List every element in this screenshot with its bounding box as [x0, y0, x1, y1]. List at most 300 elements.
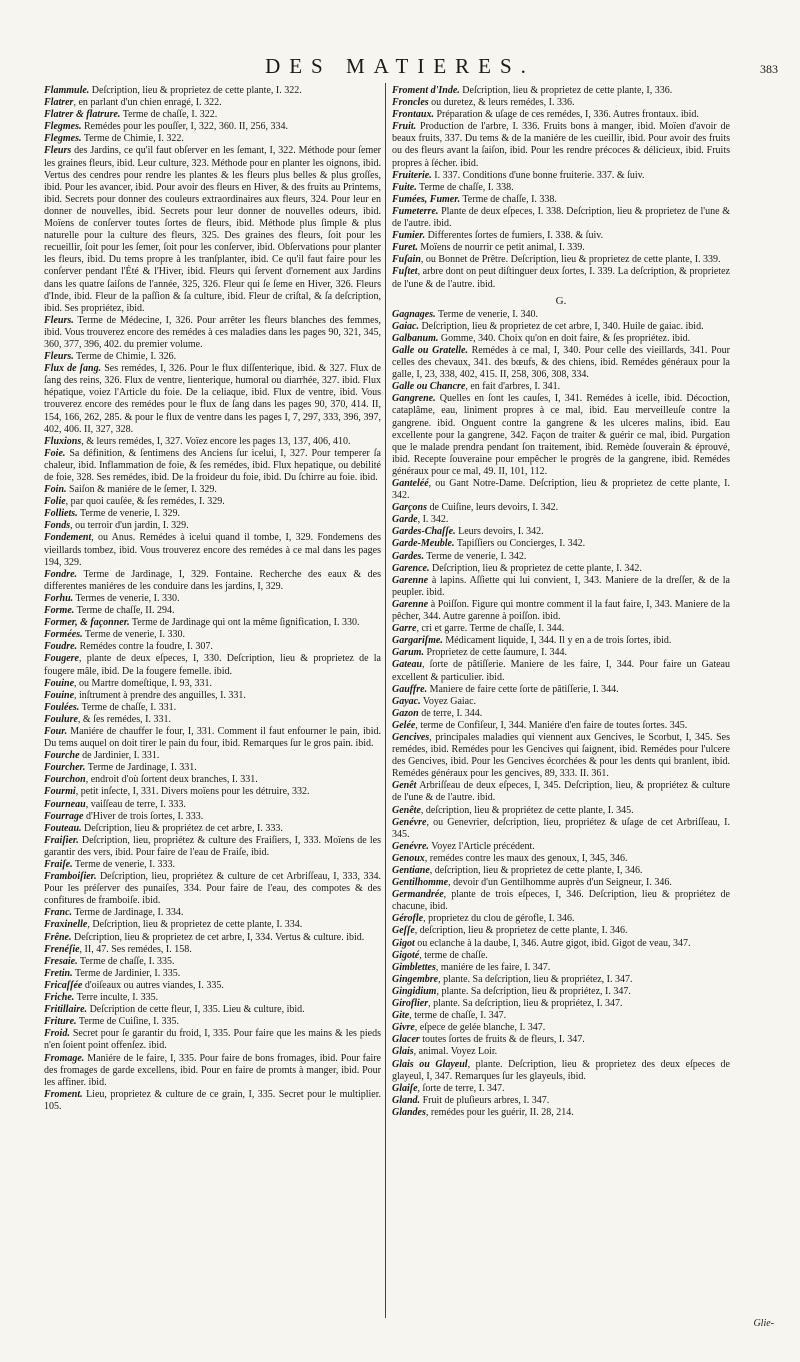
entry-headword: Garence.: [392, 562, 430, 574]
index-entry: [392, 913, 730, 925]
entry-text: , en parlant d'un chien enragé, I. 322.: [73, 97, 222, 109]
entry-text: Secret pour ſe garantir du froid, I, 335. Pour faire que les mains & les pieds n'en ſoient point offenſez. ibid.: [44, 1028, 381, 1052]
index-entry: [44, 97, 381, 109]
entry-text: Gomme, 340. Choix qu'on en doit faire, & ſes propriétez. ibid.: [438, 332, 691, 344]
entry-headword: Froncles: [392, 97, 429, 109]
index-entry: [44, 774, 381, 786]
entry-headword: Franc.: [44, 907, 73, 919]
entry-text: Terme de chaſſe, I. 331.: [79, 701, 177, 713]
entry-headword: Forhu.: [44, 592, 74, 604]
index-entry: [44, 641, 381, 653]
entry-headword: Fricaſſée: [44, 979, 83, 991]
index-entry: [44, 799, 381, 811]
index-entry: [44, 702, 381, 714]
entry-headword: Genévre.: [392, 840, 429, 852]
entry-headword: Garde: [392, 514, 418, 526]
index-entry: [392, 393, 730, 478]
entry-headword: Friche.: [44, 992, 75, 1004]
entry-text: Deſcription de cette fleur, I, 335. Lieu & culture, ibid.: [87, 1004, 305, 1016]
index-entry: [44, 726, 381, 750]
entry-headword: Glacer: [392, 1034, 420, 1046]
entry-headword: Fourche: [44, 750, 80, 762]
index-entry: [392, 780, 730, 804]
index-entry: [44, 859, 381, 871]
index-entry: [392, 841, 730, 853]
entry-text: de Cuiſine, leurs devoirs, I. 342.: [427, 502, 559, 514]
index-entry: [392, 97, 730, 109]
index-entry: [44, 1053, 381, 1089]
entry-headword: Gencives: [392, 731, 430, 743]
entry-text: Maniere de faire cette ſorte de pâtiſſerie, I. 344.: [427, 683, 619, 695]
entry-text: d'Hiver de trois ſortes, I. 333.: [83, 810, 204, 822]
entry-text: Terme de venerie, I. 333.: [72, 859, 176, 870]
entry-text: Voyez l'Article précédent.: [428, 840, 535, 852]
index-entry: [392, 309, 730, 321]
entry-headword: Fraxinelle: [44, 919, 88, 931]
index-entry: [44, 786, 381, 798]
entry-headword: Former, & façonner.: [44, 617, 130, 629]
entry-text: Fruit de pluſieurs arbres, I. 347.: [420, 1094, 550, 1106]
entry-text: , maniére de les faire, I. 347.: [435, 961, 551, 973]
entry-headword: Fouine: [44, 689, 75, 701]
entry-text: , remédes contre les maux des genoux, I, 345, 346.: [424, 852, 628, 864]
entry-text: Lieu, proprietez & culture de ce grain, I, 335. Secret pour le multiplier. 105.: [44, 1088, 381, 1112]
index-entry: [44, 968, 381, 980]
entry-headword: Galle ou Gratelle.: [392, 344, 468, 356]
index-entry: [392, 266, 730, 290]
entry-headword: Gingembre: [392, 973, 439, 985]
index-entry: [44, 85, 381, 97]
entry-text: , plante. Deſcription, lieu & proprietez des deux eſpeces de glayeul, I, 347. Remarques ſur les glayeuls, ibid.: [392, 1058, 730, 1082]
index-entry: [392, 1059, 730, 1083]
index-entry: [392, 732, 730, 780]
entry-headword: Fumées, Fumer.: [392, 193, 461, 205]
entry-text: Termes de venerie, I. 330.: [73, 592, 180, 604]
entry-text: Terme de Chimie, I. 322.: [81, 133, 184, 145]
entry-text: , inſtrument à prendre des anguilles, I. 331.: [74, 689, 246, 701]
entry-headword: Flegmes.: [44, 121, 82, 133]
index-entry: [44, 1016, 381, 1028]
entry-text: , arbre dont on peut diſtinguer deux ſortes, I. 339. La deſcription, & proprietez de l'une & de l'autre. ibid.: [392, 266, 730, 290]
entry-headword: Garre: [392, 623, 417, 635]
entry-headword: Fourrage: [44, 810, 84, 822]
index-entry: [392, 998, 730, 1010]
entry-headword: Flegmes.: [44, 133, 82, 145]
index-entry: [44, 363, 381, 436]
entry-headword: Folie: [44, 496, 66, 508]
entry-text: , ou Anus. Remédes à icelui quand il tombe, I, 329. Fondemens des vieillards tombez, ibid. Vous trouverez encore des remédes à ce mal dans les pages 194, 329.: [44, 532, 381, 568]
entry-headword: Geſſe: [392, 925, 415, 937]
index-entry: [44, 678, 381, 690]
entry-headword: Genêt: [392, 780, 417, 792]
entry-headword: Framboiſier.: [44, 871, 97, 883]
entry-text: , terme de Confiſeur, I, 344. Maniére d'en faire de toutes ſortes. 345.: [415, 719, 688, 731]
entry-headword: Frontaux.: [392, 109, 434, 121]
entry-headword: Gangrene.: [392, 393, 436, 405]
entry-text: , proprietez du clou de gérofle, I. 346.: [423, 913, 575, 925]
entry-text: ou duretez, & leurs remédes, I. 336.: [428, 97, 575, 109]
entry-text: Remédes à ce mal, I, 340. Pour celle des vieillards, 341. Pour celles des chevaux, 341. des bœufs, & des chiens, ibid. Remédes généraux pour la galle, I, 23, 338, 402, 415. II, 258, 306, 308, 334.: [392, 344, 730, 381]
entry-headword: Froment d'Inde.: [392, 85, 460, 96]
entry-headword: Glaiſe: [392, 1082, 418, 1094]
index-entry: [392, 1083, 730, 1095]
entry-headword: Gayac.: [392, 695, 421, 707]
entry-headword: Germandrée: [392, 889, 444, 901]
entry-text: , & ſes remédes, I. 331.: [77, 713, 171, 725]
entry-text: , plante de deux eſpeces, I, 330. Deſcription, lieu & proprietez de la fougere mâle, ibid. De la fougere femelle. ibid.: [44, 653, 381, 677]
entry-text: Moïens de nourrir ce petit animal, I. 339.: [417, 242, 585, 254]
index-entry: [44, 750, 381, 762]
entry-text: , plante. Sa deſcription, lieu & propriétez, I. 347.: [436, 985, 631, 997]
index-column-left: [44, 85, 381, 1113]
entry-headword: Garçons: [392, 502, 428, 514]
index-entry: [392, 1022, 730, 1034]
entry-headword: Flatrer & flatrure.: [44, 109, 121, 121]
index-entry: [392, 647, 730, 659]
index-entry: [44, 811, 381, 823]
index-column-right: [392, 85, 730, 1119]
index-entry: [392, 938, 730, 950]
entry-text: , plante. Sa deſcription, lieu & propriétez, I. 347.: [428, 998, 623, 1010]
entry-text: , Deſcription, lieu & proprietez de cette plante, I. 334.: [87, 919, 303, 931]
index-entry: [392, 551, 730, 563]
entry-headword: Galbanum.: [392, 332, 439, 344]
entry-text: Tapiſſiers ou Concierges, I. 342.: [454, 538, 586, 550]
entry-text: Terme de Jardinage, I. 334.: [72, 907, 184, 919]
index-entry: [392, 170, 730, 182]
index-entry: [44, 823, 381, 835]
index-entry: [392, 538, 730, 550]
index-entry: [44, 484, 381, 496]
index-entry: [392, 805, 730, 817]
entry-headword: Fumier.: [392, 230, 426, 242]
index-entry: [44, 593, 381, 605]
index-entry: [44, 1089, 381, 1113]
entry-text: Plante de deux eſpeces, I. 338. Deſcription, lieu & proprietez de l'une & de l'autre. ibid.: [392, 205, 730, 230]
entry-text: Arbriſſeau de deux eſpeces, I, 345. Deſcription, lieu, & propriétez & culture de l'une & de l'autre. ibid.: [392, 780, 730, 804]
entry-headword: Giroflier: [392, 998, 429, 1010]
entry-headword: Fresaie.: [44, 955, 78, 967]
entry-headword: Fouteau.: [44, 822, 82, 834]
entry-text: , eſpece de gelée blanche, I. 347.: [414, 1022, 546, 1034]
index-entry: [392, 1107, 730, 1119]
entry-headword: Gardes-Chaſſe.: [392, 526, 456, 538]
entry-text: , ou Genevrier, deſcription, lieu, propriétez & uſage de cet Arbriſſeau, I. 345.: [392, 816, 730, 840]
entry-text: Remédes pour les pouſſer, I, 322, 360. II, 256, 334.: [81, 121, 289, 133]
entry-headword: Forme.: [44, 605, 75, 617]
entry-text: Terme de Jardinage qui ont la même ſignification, I. 330.: [129, 617, 360, 629]
index-entry: [44, 871, 381, 907]
index-entry: [392, 950, 730, 962]
index-entry: [392, 659, 730, 683]
page-header: [0, 54, 800, 84]
entry-headword: Fourneau: [44, 798, 86, 810]
index-entry: [392, 696, 730, 708]
entry-text: Terme de Jardinier, I. 335.: [72, 967, 181, 979]
index-entry: [392, 563, 730, 575]
entry-text: , terme de chaſſe.: [419, 949, 488, 961]
entry-text: , devoir d'un Gentilhomme auprès d'un Seigneur, I. 346.: [448, 877, 672, 889]
index-entry: [392, 502, 730, 514]
entry-headword: Fouine: [44, 677, 75, 689]
entry-headword: Gland.: [392, 1094, 421, 1106]
entry-headword: Froment.: [44, 1088, 83, 1100]
entry-headword: Foudre.: [44, 641, 78, 653]
entry-text: , plante. Sa deſcription, lieu & propriétez, I. 347.: [438, 973, 633, 985]
entry-headword: Gargariſme.: [392, 635, 443, 647]
index-entry: [44, 992, 381, 1004]
index-entry: [44, 121, 381, 133]
entry-text: Deſcription, lieu, propriétez & culture de cet Arbriſſeau, I, 333, 334. Pour les préſerver des punaiſes, 334. Pour faire de l'eau, des compotes & des confitures de framboiſe. ibid.: [44, 871, 381, 907]
entry-headword: Fougere: [44, 653, 79, 665]
entry-headword: Genévre: [392, 816, 427, 828]
entry-text: à Poiſſon. Figure qui montre comment il la faut faire, I, 343. Maniere de la pêcher, 344. Autre garenne à poiſſon. ibid.: [392, 598, 730, 623]
entry-headword: Gardes.: [392, 550, 424, 562]
entry-text: Terme de venerie, I. 342.: [423, 550, 527, 562]
index-entry: [392, 575, 730, 599]
entry-text: , deſcription, lieu & proprietez de cette plante, I. 346.: [414, 925, 628, 937]
index-entry: [44, 133, 381, 145]
index-entry: [44, 145, 381, 314]
entry-text: , par quoi cauſée, & ſes remédes, I. 329.: [65, 496, 225, 508]
entry-headword: Galle ou Chancre: [392, 381, 466, 393]
index-entry: [392, 230, 730, 242]
entry-headword: Gigoté: [392, 949, 420, 961]
entry-text: toutes ſortes de fruits & de fleurs, I. 347.: [419, 1034, 585, 1046]
index-entry: [392, 254, 730, 266]
entry-headword: Fleurs.: [44, 314, 74, 326]
entry-headword: Gingidium: [392, 985, 437, 997]
entry-headword: Flux de ſang.: [44, 363, 102, 375]
entry-text: , deſcription, lieu & propriétez de cette plante, I. 345.: [420, 804, 634, 816]
entry-headword: Givre: [392, 1022, 415, 1034]
entry-text: , principales maladies qui viennent aux Gencives, le Scorbut, I, 345. Ses remédes, ibid. Remédes pour les Gencives qui ſaignent, ibid. Remédes pour l'ulcere des Gencives, ibid. Pour les Gencives écorchées & pour les dents qui branlent, ibid. Remédes généraux pour les gencives, 89, 333. II. 361.: [392, 731, 730, 780]
index-entry: [392, 1010, 730, 1022]
entry-headword: Ganteléé: [392, 478, 429, 489]
index-entry: [392, 889, 730, 913]
entry-text: , ſorte de terre, I. 347.: [417, 1082, 505, 1094]
index-entry: [392, 478, 730, 502]
entry-text: , petit inſecte, I, 331. Divers moïens pour les détruire, 332.: [75, 786, 310, 798]
index-entry: [44, 436, 381, 448]
entry-text: Préparation & uſage de ces remédes, I, 336. Autres frontaux. ibid.: [433, 109, 699, 121]
entry-headword: Garde-Meuble.: [392, 538, 455, 550]
entry-headword: Fumeterre.: [392, 205, 439, 217]
entry-headword: Gaiac.: [392, 320, 419, 332]
entry-headword: Flatrer: [44, 97, 74, 109]
entry-headword: Flammule.: [44, 85, 90, 96]
entry-headword: Four.: [44, 725, 68, 737]
index-entry: [392, 321, 730, 333]
entry-headword: Gazon: [392, 707, 419, 719]
entry-headword: Fruit.: [392, 121, 417, 133]
entry-text: Remédes contre la foudre, I. 307.: [77, 641, 213, 653]
entry-text: Deſcription, lieu & proprietez de cette plante, I. 322.: [89, 85, 302, 96]
entry-text: , ſorte de pâtiſſerie. Maniere de les faire, I, 344. Pour faire un Gateau excellent & particulier. ibid.: [392, 659, 730, 683]
entry-text: Proprietez de cette ſaumure, I. 344.: [423, 647, 567, 659]
index-entry: [44, 919, 381, 931]
index-entry: [392, 877, 730, 889]
entry-text: Differentes ſortes de fumiers, I. 338. & ſuiv.: [425, 230, 604, 242]
entry-text: Maniére de chauffer le four, I, 331. Comment il faut enfourner le pain, ibid. Du tems auquel on doit tirer le pain du four, ibid. Remarques ſur le gros pain. ibid.: [44, 725, 381, 750]
column-divider: [385, 83, 386, 1318]
index-entry: [392, 194, 730, 206]
entry-headword: Gentiane: [392, 865, 430, 876]
entry-text: Terme de venerie, I. 340.: [435, 308, 539, 320]
entry-headword: Friture.: [44, 1016, 77, 1028]
entry-headword: Genoux: [392, 852, 425, 864]
entry-headword: Fuite.: [392, 181, 417, 193]
index-entry: [44, 1004, 381, 1016]
entry-text: Terre inculte, I. 335.: [74, 992, 159, 1004]
index-entry: [44, 617, 381, 629]
page-number: 383: [760, 62, 778, 76]
index-entry: [392, 85, 730, 97]
entry-text: I. 337. Conditions d'une bonne fruiterie. 337. & ſuiv.: [431, 169, 645, 181]
index-entry: [44, 980, 381, 992]
index-entry: [44, 520, 381, 532]
index-entry: [44, 653, 381, 677]
entry-text: à lapins. Aſſiette qui lui convient, I, 343. Maniere de la dreſſer, & de la peupler. ibid.: [392, 574, 730, 598]
index-entry: [392, 121, 730, 169]
index-entry: [44, 569, 381, 593]
index-entry: [392, 514, 730, 526]
index-entry: [392, 381, 730, 393]
entry-headword: Fraiſe.: [44, 859, 73, 870]
entry-text: Terme de Cuiſine, I. 335.: [76, 1016, 179, 1028]
entry-text: ou eclanche à la daube, I, 346. Autre gigot, ibid. Gigot de veau, 347.: [414, 937, 691, 949]
index-entry: [44, 508, 381, 520]
entry-text: , ou Bonnet de Prêtre. Deſcription, lieu & proprietez de cette plante, I. 339.: [420, 254, 721, 266]
index-entry: [392, 1034, 730, 1046]
index-entry: [44, 109, 381, 121]
entry-text: Terme de venerie, I. 329.: [77, 508, 181, 520]
entry-text: d'oiſeaux ou autres viandes, I. 335.: [82, 979, 224, 991]
entry-text: , cri et garre. Terme de chaſſe, I. 344.: [416, 623, 565, 635]
entry-text: , & leurs remédes, I, 327. Voïez encore les pages 13, 137, 406, 410.: [81, 435, 351, 447]
entry-headword: Fretin.: [44, 967, 73, 979]
entry-headword: Glais: [392, 1046, 414, 1058]
entry-headword: Garenne: [392, 598, 429, 610]
index-entry: [392, 817, 730, 841]
entry-text: Quelles en ſont les cauſes, I, 341. Remédes à icelle, ibid. Décoction, cataplâme, eau, liniment propres à ce mal, ibid. Eau merveilleuſe contre la gangrene. ibid. Onguent contre la gangrene & les ulceres malins, ibid. Eau excellente pour la gangrene, 342. Façon de traiter & guérir ce mal, ibid. Purgation que le malade prendra pendant ſon traitement, ibid. Remède ſouverain & éprouvé, ibid. Recepte ſouveraine pour empêcher le progrès de la gangrene, ibid. Remédes généraux pour ce mal, 49. II, 101, 112.: [392, 393, 730, 477]
entry-text: Terme de chaſſe, I. 338.: [416, 181, 514, 193]
index-entry: [44, 944, 381, 956]
index-entry: [392, 925, 730, 937]
entry-text: Deſcription, lieu & proprietez de cette plante, I. 342.: [429, 562, 642, 574]
entry-headword: Fleurs: [44, 145, 72, 157]
entry-headword: Fluxions: [44, 435, 82, 447]
index-entry: [392, 599, 730, 623]
entry-text: , vaiſſeau de terre, I. 333.: [85, 798, 186, 810]
entry-headword: Gateau: [392, 659, 422, 671]
index-entry: [44, 496, 381, 508]
entry-headword: Fourcher.: [44, 762, 86, 774]
entry-headword: Fondement: [44, 532, 92, 544]
index-entry: [44, 605, 381, 617]
entry-headword: Fourchon: [44, 774, 86, 786]
entry-headword: Gelée: [392, 719, 416, 731]
entry-headword: Gagnages.: [392, 308, 436, 320]
entry-headword: Froid.: [44, 1028, 70, 1040]
index-entry: [392, 720, 730, 732]
entry-headword: Fondre.: [44, 568, 78, 580]
index-entry: [392, 109, 730, 121]
index-entry: [392, 345, 730, 381]
entry-text: , animal. Voyez Loir.: [413, 1046, 498, 1058]
index-entry: [44, 448, 381, 484]
entry-headword: Furet.: [392, 242, 418, 254]
index-entry: [392, 182, 730, 194]
entry-text: Terme de chaſſe, I. 338.: [460, 193, 557, 205]
entry-text: de Jardinier, I. 331.: [79, 750, 160, 762]
index-entry: [392, 986, 730, 998]
entry-text: , I. 342.: [417, 514, 449, 526]
entry-text: Leurs devoirs, I. 342.: [455, 526, 544, 538]
entry-headword: Gérofle: [392, 913, 424, 925]
entry-headword: Fraiſier.: [44, 834, 79, 846]
entry-text: , ou terroir d'un jardin, I. 329.: [70, 520, 189, 532]
entry-headword: Fleurs.: [44, 351, 74, 363]
entry-text: Maniére de le faire, I, 335. Pour faire de bons fromages, ibid. Pour faire des fromages de garde excellens, ibid. Pour en faire de promts à manger, ibid. Pour les affiner. ibid.: [44, 1052, 381, 1088]
entry-text: Deſcription, lieu & propriétez de cet arbre, I. 333.: [81, 822, 283, 834]
entry-text: Deſcription, lieu & proprietez de cet arbre, I, 334. Vertus & culture. ibid.: [71, 931, 365, 943]
entry-text: Saiſon & maniére de le ſemer, I. 329.: [66, 484, 217, 496]
entry-text: , en fait d'arbres, I. 341.: [465, 381, 561, 393]
entry-text: de terre, I. 344.: [418, 707, 483, 719]
index-entry: [392, 623, 730, 635]
entry-headword: Garenne: [392, 574, 429, 586]
index-entry: [392, 242, 730, 254]
entry-text: , plante de trois eſpeces, I, 346. Deſcription, lieu & propriétez de chacune, ibid.: [392, 889, 730, 913]
entry-headword: Fuſain: [392, 254, 421, 266]
section-letter-g: G.: [555, 294, 567, 307]
entry-text: Médicament liquide, I, 344. Il y en a de trois ſortes, ibid.: [442, 635, 672, 647]
entry-headword: Gauffre.: [392, 683, 428, 695]
index-entry: [44, 956, 381, 968]
entry-text: , remédes pour les guérir, II. 28, 214.: [425, 1106, 574, 1118]
entry-text: Sa définition, & ſentimens des Anciens ſur icelui, I, 327. Pour temperer ſa chaleur, ibid. Inflammation de foie, & ſes remédes, ibid. Flux hepatique, ou debilité de foie, 328. Ses remédes, ibid. De la froideur du foie, ibid. Du ſchirre au foie. ibid.: [44, 447, 381, 483]
index-entry: [392, 865, 730, 877]
entry-headword: Garum.: [392, 647, 424, 659]
entry-text: Terme de chaſſe, I. 335.: [77, 955, 175, 967]
index-entry: [392, 1095, 730, 1107]
entry-text: , deſcription, lieu & proprietez de cette plante, I, 346.: [429, 865, 643, 876]
entry-text: , II, 47. Ses remédes, I. 158.: [79, 943, 192, 955]
entry-text: , ou Gant Notre-Dame. Deſcription, lieu & proprietez de cette plante, I. 342.: [392, 478, 730, 502]
entry-headword: Glandes: [392, 1106, 426, 1118]
catchword: Glie-: [753, 1318, 774, 1329]
index-entry: [44, 629, 381, 641]
entry-headword: Gentilhomme: [392, 877, 449, 889]
entry-headword: Formées.: [44, 629, 83, 641]
entry-headword: Genête: [392, 804, 421, 816]
index-entry: [44, 351, 381, 363]
index-entry: [44, 932, 381, 944]
index-entry: [392, 526, 730, 538]
index-entry: [392, 974, 730, 986]
entry-text: Deſcription, lieu & proprietez de cet arbre, I, 340. Huile de gaiac. ibid.: [418, 320, 704, 332]
index-entry: [44, 315, 381, 351]
entry-text: , terme de chaſſe, I. 347.: [409, 1010, 507, 1022]
entry-text: Terme de Médecine, I, 326. Pour arrêter les fleurs blanches des femmes, ibid. Vous trouverez encore des remédes à ces maladies dans les pages 90, 321, 345, 360, 377, 396, 402. du premier volume.: [44, 314, 381, 350]
entry-headword: Foulure: [44, 713, 78, 725]
entry-text: Terme de Jardinage, I. 331.: [85, 762, 197, 774]
entry-headword: Fonds: [44, 520, 71, 532]
entry-text: , ou Martre domeſtique, I. 93, 331.: [74, 677, 213, 689]
running-title: DES MATIERES.: [265, 54, 535, 78]
index-entry: [392, 853, 730, 865]
